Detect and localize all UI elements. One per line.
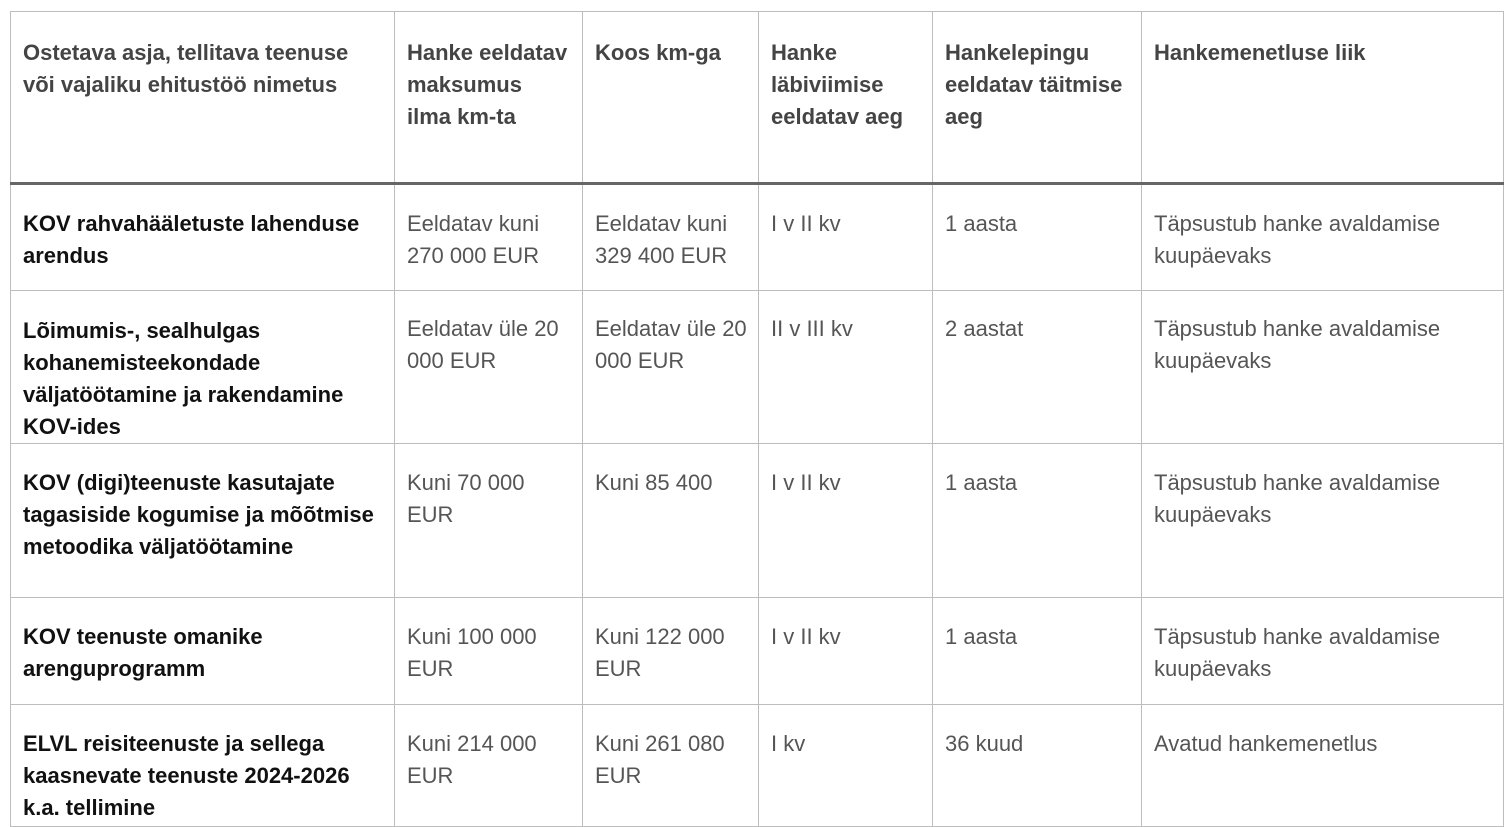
table-header bbox=[11, 12, 1504, 184]
table-body bbox=[11, 184, 1504, 827]
cell-item-name: ELVL reisiteenuste ja sellega kaasnevate teenuste 2024-2026 k.a. tellimine bbox=[11, 705, 395, 827]
cell-contract-time: 1 aasta bbox=[933, 184, 1142, 291]
cell-item-name: KOV (digi)teenuste kasutajate tagasiside kogumise ja mõõtmise metoodika väljatöötamine bbox=[11, 444, 395, 598]
cell-contract-time: 1 aasta bbox=[933, 598, 1142, 705]
header-procurement-time: Hanke läbiviimise eeldatav aeg bbox=[759, 12, 933, 184]
cell-procurement-time: I kv bbox=[759, 705, 933, 827]
cell-estimated-cost: Kuni 100 000 EUR bbox=[395, 598, 583, 705]
cell-item-name: KOV teenuste omanike arenguprogramm bbox=[11, 598, 395, 705]
cell-cost-with-vat: Eeldatav üle 20 000 EUR bbox=[583, 291, 759, 444]
cell-item-name: KOV rahvahääletuste lahenduse arendus bbox=[11, 184, 395, 291]
cell-estimated-cost: Eeldatav kuni 270 000 EUR bbox=[395, 184, 583, 291]
cell-contract-time: 36 kuud bbox=[933, 705, 1142, 827]
cell-procurement-time: I v II kv bbox=[759, 444, 933, 598]
cell-procedure-type: Täpsustub hanke avaldamise kuupäevaks bbox=[1142, 598, 1504, 705]
cell-procedure-type: Avatud hankemenetlus bbox=[1142, 705, 1504, 827]
cell-procedure-type: Täpsustub hanke avaldamise kuupäevaks bbox=[1142, 291, 1504, 444]
cell-cost-with-vat: Kuni 261 080 EUR bbox=[583, 705, 759, 827]
procurement-plan-table bbox=[10, 11, 1504, 827]
cell-procurement-time: II v III kv bbox=[759, 291, 933, 444]
cell-contract-time: 2 aastat bbox=[933, 291, 1142, 444]
header-cost-with-vat: Koos km-ga bbox=[583, 12, 759, 184]
header-row bbox=[11, 12, 1504, 184]
cell-procedure-type: Täpsustub hanke avaldamise kuupäevaks bbox=[1142, 184, 1504, 291]
cell-estimated-cost: Kuni 214 000 EUR bbox=[395, 705, 583, 827]
cell-procurement-time: I v II kv bbox=[759, 598, 933, 705]
table-row bbox=[11, 444, 1504, 598]
cell-cost-with-vat: Kuni 122 000 EUR bbox=[583, 598, 759, 705]
cell-contract-time: 1 aasta bbox=[933, 444, 1142, 598]
cell-item-name: Lõimumis-, sealhulgas kohanemisteekondade väljatöötamine ja rakendamine KOV-ides bbox=[11, 291, 395, 444]
table-row bbox=[11, 705, 1504, 827]
table-row bbox=[11, 291, 1504, 444]
header-item-name: Ostetava asja, tellitava teenuse või vajaliku ehitustöö nimetus bbox=[11, 12, 395, 184]
cell-cost-with-vat: Eeldatav kuni 329 400 EUR bbox=[583, 184, 759, 291]
header-estimated-cost: Hanke eeldatav maksumus ilma km-ta bbox=[395, 12, 583, 184]
cell-procurement-time: I v II kv bbox=[759, 184, 933, 291]
header-procedure-type: Hankemenetluse liik bbox=[1142, 12, 1504, 184]
cell-estimated-cost: Eeldatav üle 20 000 EUR bbox=[395, 291, 583, 444]
cell-cost-with-vat: Kuni 85 400 bbox=[583, 444, 759, 598]
cell-estimated-cost: Kuni 70 000 EUR bbox=[395, 444, 583, 598]
table-row bbox=[11, 184, 1504, 291]
table-row bbox=[11, 598, 1504, 705]
cell-procedure-type: Täpsustub hanke avaldamise kuupäevaks bbox=[1142, 444, 1504, 598]
header-contract-time: Hankelepingu eeldatav täitmise aeg bbox=[933, 12, 1142, 184]
